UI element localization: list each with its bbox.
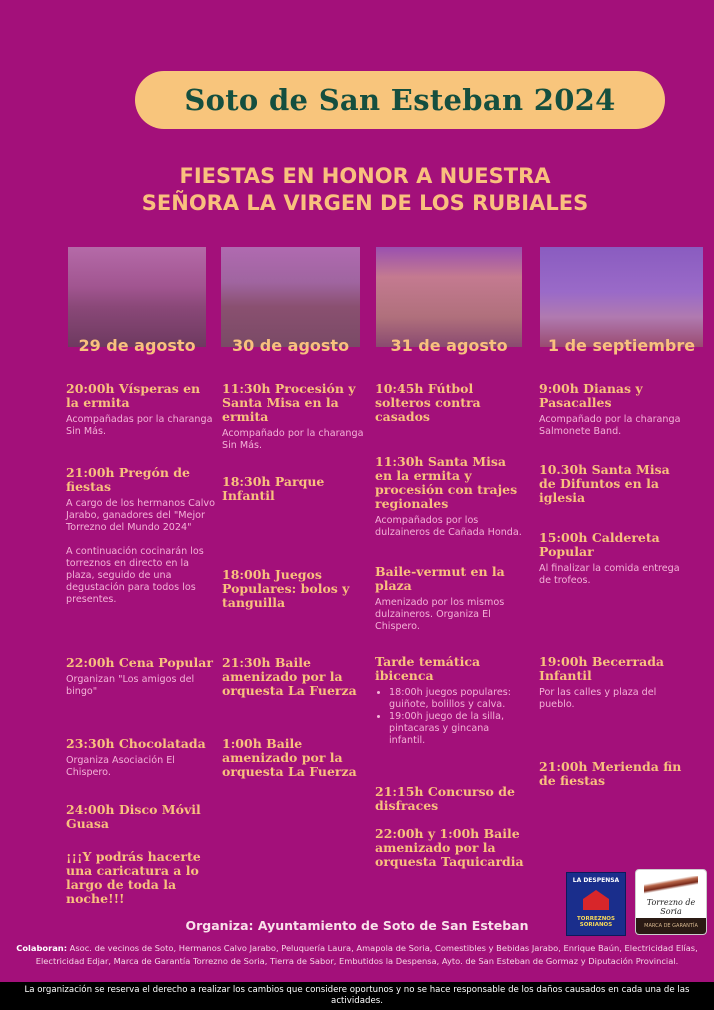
day-photo [68, 247, 206, 355]
logo-text: TORREZNOS SORIANOS [577, 916, 615, 928]
event-title: 21:30h Baile amenizado por la orquesta La Fuerza [222, 655, 357, 698]
event-title: 10.30h Santa Misa de Difuntos en la iglesia [539, 462, 670, 505]
event-title: Baile-vermut en la plaza [375, 564, 505, 593]
event-description: Organizan "Los amigos del bingo" [66, 674, 195, 697]
event-title: 18:30h Parque Infantil [222, 474, 325, 503]
event-item [375, 455, 525, 539]
day-date: 1 de septiembre [547, 336, 696, 355]
event-item [539, 531, 689, 587]
event-title: Tarde temática ibicenca [375, 654, 481, 683]
logo-text: LA DESPENSA [572, 877, 620, 884]
event-item [375, 785, 525, 813]
event-description: Acompañado por la charanga Salmonete Band. [539, 414, 681, 437]
event-title: 9:00h Dianas y Pasacalles [539, 381, 643, 410]
event-description: Organiza Asociación El Chispero. [66, 755, 175, 778]
bullet-item: • 19:00h juego de la silla, pintacaras y gincana infantil. [389, 711, 525, 747]
event-description: Acompañadas por la charanga Sin Más. [66, 414, 213, 437]
event-item [539, 760, 689, 788]
event-bullets [375, 687, 525, 747]
event-item [222, 737, 372, 779]
event-item [375, 382, 525, 424]
event-title: 15:00h Caldereta Popular [539, 530, 660, 559]
subtitle-line: SEÑORA LA VIRGEN DE LOS RUBIALES [141, 191, 589, 215]
photo-image [540, 247, 703, 347]
event-item [66, 466, 216, 606]
event-title: 11:30h Procesión y Santa Misa en la ermita [222, 381, 356, 424]
day-photo [221, 247, 360, 355]
day-date: 30 de agosto [231, 336, 350, 355]
photo-image [68, 247, 206, 347]
event-item [222, 382, 372, 452]
collaborators-text: Asoc. de vecinos de Soto, Hermanos Calvo Jarabo, Peluquería Laura, Amapola de Soria, Comestibles y Bebidas Jarabo, Enrique Baún, Electricidad Elías, Electricidad Edjar, Marca de Garantía Torrezno de Soria, Tierra de Sabor, Embutidos la Despensa, Ayto. de San Esteban de Gormaz y Diputación Provincial. [35, 943, 698, 966]
event-item [222, 475, 372, 503]
event-description: Acompañados por los dulzaineros de Cañada Honda. [375, 515, 522, 538]
event-title: 20:00h Vísperas en la ermita [66, 381, 201, 410]
day-date: 31 de agosto [390, 336, 508, 355]
day-photo [540, 247, 703, 355]
photo-image [376, 247, 522, 347]
event-item [375, 565, 525, 633]
event-item [375, 827, 525, 869]
event-description: Amenizado por los mismos dulzaineros. Organiza El Chispero. [375, 597, 505, 632]
event-description: Por las calles y plaza del pueblo. [539, 687, 657, 710]
house-icon [583, 890, 609, 910]
event-title: ¡¡¡Y podrás hacerte una caricatura a lo largo de toda la noche!!! [66, 849, 201, 906]
event-item [66, 803, 216, 831]
event-title: 22:00h y 1:00h Baile amenizado por la orquesta Taquicardia [375, 826, 524, 869]
event-title: 21:00h Merienda fin de fiestas [539, 759, 682, 788]
organizer: Organiza: Ayuntamiento de Soto de San Esteban [185, 918, 529, 933]
event-title: 11:30h Santa Misa en la ermita y procesión con trajes regionales [375, 454, 518, 511]
event-item [222, 568, 372, 610]
collaborators-label: Colaboran: [16, 943, 68, 953]
event-title: 21:00h Pregón de fiestas [66, 465, 190, 494]
day-photo [376, 247, 522, 355]
photo-image [221, 247, 360, 347]
event-title: 21:15h Concurso de disfraces [375, 784, 515, 813]
subtitle [70, 163, 660, 217]
torrezno-icon [644, 876, 698, 894]
subtitle-line: FIESTAS EN HONOR A NUESTRA [179, 164, 551, 188]
disclaimer: La organización se reserva el derecho a realizar los cambios que considere oportunos y no se hace responsable de los daños causados en cada una de las actividades. [0, 982, 714, 1010]
event-item [539, 463, 689, 505]
logo-text: Torrezno de Soria [646, 898, 696, 916]
event-item [66, 382, 216, 438]
event-title: 23:30h Chocolatada [66, 736, 206, 751]
event-item [66, 850, 216, 906]
event-title: 10:45h Fútbol solteros contra casados [375, 381, 481, 424]
event-description: Al finalizar la comida entrega de trofeos. [539, 563, 680, 586]
event-item [66, 737, 216, 779]
event-description: A cargo de los hermanos Calvo Jarabo, ganadores del "Mejor Torrezno del Mundo 2024" [66, 498, 215, 533]
event-title: 19:00h Becerrada Infantil [539, 654, 665, 683]
event-item [539, 655, 689, 711]
event-item [222, 656, 372, 698]
day-date: 29 de agosto [78, 336, 196, 355]
event-title: 22:00h Cena Popular [66, 655, 213, 670]
event-title: 1:00h Baile amenizado por la orquesta La Fuerza [222, 736, 357, 779]
title-banner [135, 71, 665, 129]
logo-text: MARCA DE GARANTÍA [636, 918, 706, 934]
collaborators [4, 942, 710, 968]
event-description: A continuación cocinarán los torreznos en directo en la plaza, seguido de una degustación para todos los presentes. [66, 546, 204, 605]
event-title: 18:00h Juegos Populares: bolos y tanguilla [222, 567, 350, 610]
event-item [375, 655, 525, 747]
event-title: 24:00h Disco Móvil Guasa [66, 802, 201, 831]
event-item [539, 382, 689, 438]
page-title: Soto de San Esteban 2024 [184, 83, 616, 117]
event-item [66, 656, 216, 698]
event-description: Acompañado por la charanga Sin Más. [222, 428, 364, 451]
bullet-item: • 18:00h juegos populares: guiñote, bolillos y calva. [389, 687, 525, 711]
